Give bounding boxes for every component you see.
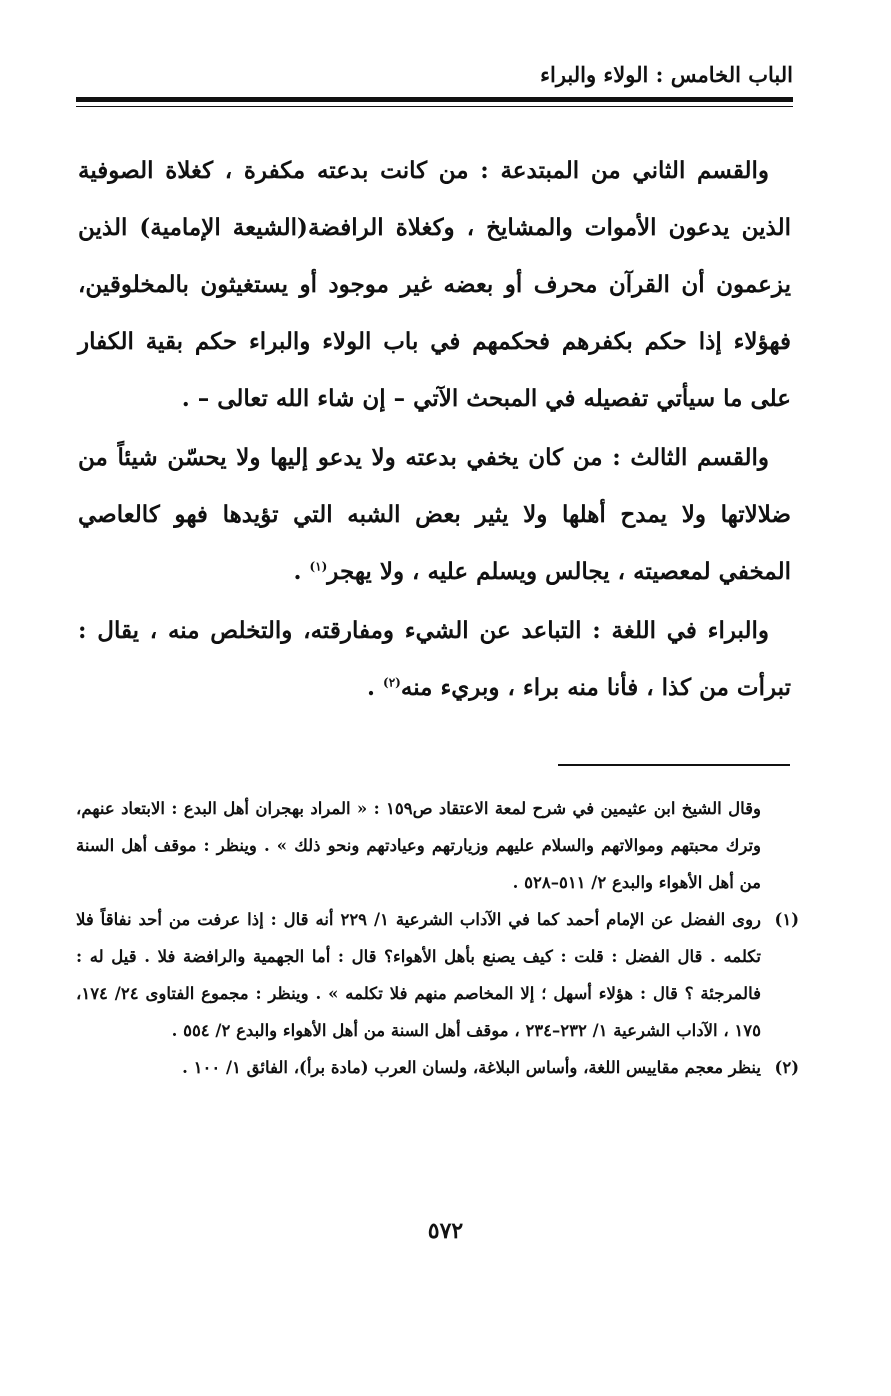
- footnote-number: (٢): [774, 1058, 799, 1077]
- footnote-number: (١): [774, 910, 799, 929]
- footnote-reference: (٢): [383, 675, 401, 690]
- footnote-continuation: وقال الشيخ ابن عثيمين في شرح لمعة الاعتقاد ص١٥٩ : « المراد بهجران أهل البدع : الابتعاد عنهم، وترك محبتهم وموالاتهم والسلام عليهم وزيارتهم وعيادتهم ونحو ذلك » . وينظر : موقف أهل السنة من أهل الأهواء والبدع ٢/ ٥١١–٥٢٨ .: [76, 799, 761, 892]
- paragraph-text: والقسم الثاني من المبتدعة : من كانت بدعته مكفرة ، كغلاة الصوفية الذين يدعون الأموات والمشايخ ، وكغلاة الرافضة(الشيعة الإمامية) الذين يزعمون أن القرآن محرف أو بعضه غير موجود أو يستغيثون بالمخلوقين، فهؤلاء إذا حكم بكفرهم فحكمهم في باب الولاء والبراء حكم بقية الكفار على ما سيأتي تفصيله في المبحث الآتي – إن شاء الله تعالى – .: [78, 157, 791, 412]
- footnote-reference: (١): [309, 559, 328, 574]
- header-rule-thin: [76, 106, 793, 107]
- paragraph-end: .: [293, 558, 310, 585]
- footnote-item: [76, 901, 799, 1049]
- footnote-separator: [558, 764, 790, 766]
- paragraph-text: والبراء في اللغة : التباعد عن الشيء ومفارقته، والتخلص منه ، يقال : تبرأت من كذا ، فأنا منه براء ، وبريء منه: [78, 617, 791, 701]
- header-rule-thick: [76, 97, 793, 102]
- footnotes: [76, 790, 799, 1086]
- paragraph-third-category: [78, 429, 791, 600]
- running-head: الباب الخامس : الولاء والبراء: [540, 62, 793, 87]
- footnote-item: [76, 1049, 799, 1086]
- paragraph-end: .: [367, 674, 384, 701]
- footnote-text: ينظر معجم مقاييس اللغة، وأساس البلاغة، ولسان العرب (مادة برأ)، الفائق ١/ ١٠٠ .: [182, 1058, 761, 1077]
- page-number: ٥٧٢: [427, 1218, 464, 1244]
- footnote-text: روى الفضل عن الإمام أحمد كما في الآداب الشرعية ١/ ٢٢٩ أنه قال : إذا عرفت من أحد نفاقاً فلا تكلمه . قال الفضل : قلت : كيف يصنع بأهل الأهواء؟ قال : أما الجهمية والرافضة فلا . قيل له : فالمرجئة ؟ قال : هؤلاء أسهل ؛ إلا المخاصم منهم فلا تكلمه » . وينظر : مجموع الفتاوى ٢٤/ ١٧٤، ١٧٥ ، الآداب الشرعية ١/ ٢٣٢–٢٣٤ ، موقف أهل السنة من أهل الأهواء والبدع ٢/ ٥٥٤ .: [76, 910, 762, 1040]
- main-text: [78, 142, 791, 716]
- paragraph-baraa-definition: [78, 602, 791, 716]
- paragraph-third-category-intro: [78, 142, 791, 427]
- paragraph-text: والقسم الثالث : من كان يخفي بدعته ولا يدعو إليها ولا يحسّن شيئاً من ضلالاتها ولا يمدح أهلها ولا يثير بعض الشبه التي تؤيدها فهو كالعاصي المخفي لمعصيته ، يجالس ويسلم عليه ، ولا يهجر: [78, 444, 791, 585]
